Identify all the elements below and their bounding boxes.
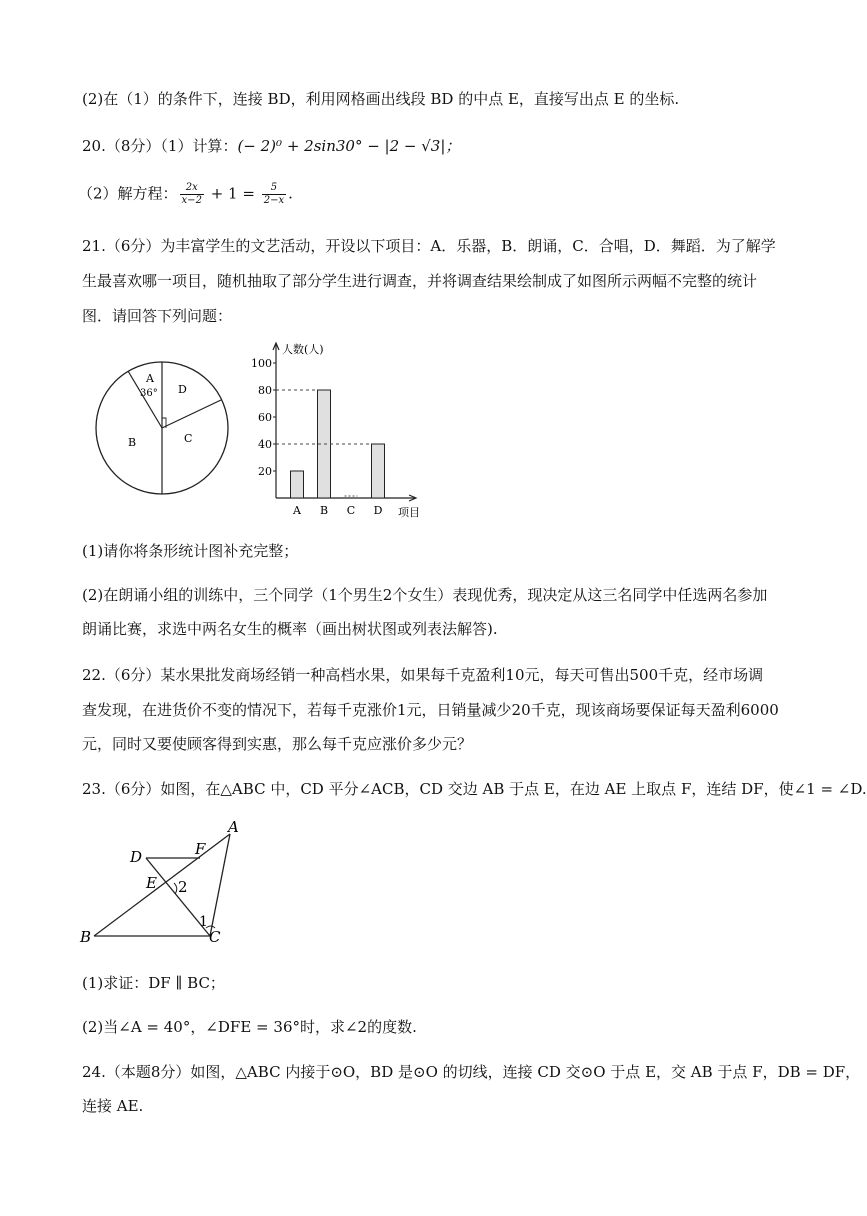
- q21-part2-line1: (2)在朗诵小组的训练中，三个同学（1个男生2个女生）表现优秀，现决定从这三名同学中任选两名参加: [82, 586, 768, 604]
- pie-chart: [96, 360, 236, 500]
- q21-part2-line2: 朗诵比赛，求选中两名女生的概率（画出树状图或列表法解答).: [82, 620, 498, 638]
- q22-line3: 元，同时又要使顾客得到实惠，那么每千克应涨价多少元？: [82, 735, 473, 753]
- point-c-label: C: [209, 928, 221, 946]
- segment-ba: [94, 834, 230, 936]
- triangle-figure: [78, 818, 258, 946]
- point-f-label: F: [195, 840, 206, 858]
- q20-fraction-1: $\frac{2x}{x-2}$: [181, 182, 202, 206]
- x-tick-label-a: A: [293, 504, 301, 517]
- q23-line1: 23.（6分）如图，在△ABC 中，CD 平分∠ACB，CD 交边 AB 于点 E，在边 AE 上取点 F，连结 DF，使∠1 = ∠D.: [82, 780, 867, 798]
- pie-radius-dc: [162, 400, 221, 428]
- y-tick-label: 80: [258, 384, 272, 397]
- q21-line2: 生最喜欢哪一项目，随机抽取了部分学生进行调查，并将调查结果绘制成了如图所示两幅不完整的统计: [82, 272, 758, 290]
- q22-line1: 22.（6分）某水果批发商场经销一种高档水果，如果每千克盈利10元，每天可售出500千克，经市场调: [82, 666, 764, 684]
- pie-label-b: B: [128, 436, 137, 449]
- q23-part1: (1)求证：DF ∥ BC；: [82, 974, 225, 992]
- point-b-label: B: [80, 928, 92, 946]
- q24-line2: 连接 AE.: [82, 1097, 144, 1115]
- point-e-label: E: [146, 874, 157, 892]
- q20-header: 20.（8分）（1）计算：: [82, 137, 238, 155]
- q22-line2: 查发现，在进货价不变的情况下，若每千克涨价1元，日销量减少20千克，现该商场要保证每天盈利6000: [82, 701, 779, 719]
- y-tick-label: 100: [251, 357, 272, 370]
- y-axis-label: 人数(人): [282, 343, 324, 356]
- pie-radius-ab: [128, 371, 162, 428]
- q24-line1: 24.（本题8分）如图，△ABC 内接于⊙O，BD 是⊙O 的切线，连接 CD 交⊙O 于点 E，交 AB 于点 F，DB = DF，: [82, 1063, 861, 1081]
- q20-line1: [82, 135, 460, 157]
- q20-fraction-2: $\frac{5}{2-x}$: [263, 182, 285, 206]
- segment-ac: [210, 834, 230, 936]
- y-tick-label: 40: [258, 438, 272, 451]
- bar-chart: [251, 340, 445, 520]
- q20-end: .: [288, 184, 293, 203]
- q20-part2-prefix: （2）解方程：: [78, 184, 178, 203]
- bar-a: [291, 471, 304, 498]
- q21-line3: 图．请回答下列问题：: [82, 307, 233, 325]
- point-a-label: A: [228, 818, 239, 836]
- y-tick-label: 60: [258, 411, 272, 424]
- x-tick-label-b: B: [319, 504, 329, 517]
- angle-2-label: 2: [178, 878, 188, 896]
- x-tick-label-c: C: [346, 504, 356, 517]
- x-tick-label-d: D: [373, 504, 383, 517]
- q23-part2: (2)当∠A = 40°，∠DFE = 36°时，求∠2的度数.: [82, 1018, 417, 1036]
- angle-1-label: 1: [199, 914, 208, 930]
- pie-label-d: D: [178, 383, 187, 396]
- pie-label-a: A: [146, 372, 154, 385]
- q21-part1: (1)请你将条形统计图补充完整；: [82, 542, 299, 560]
- bar-d: [372, 444, 385, 498]
- pie-angle-label: 36°: [140, 388, 158, 399]
- x-axis-label: 项目: [398, 506, 420, 519]
- q20-middle: + 1 =: [205, 184, 260, 203]
- point-d-label: D: [130, 848, 143, 866]
- y-tick-label: 20: [258, 465, 272, 478]
- q20-expression: (− 2)⁰ + 2sin30° − |2 − √3|；: [237, 137, 461, 155]
- q19-part2: (2)在（1）的条件下，连接 BD，利用网格画出线段 BD 的中点 E，直接写出点 E 的坐标.: [82, 90, 680, 108]
- pie-label-c: C: [184, 432, 193, 445]
- q20-line2: [78, 182, 293, 207]
- q21-line1: 21.（6分）为丰富学生的文艺活动，开设以下项目：A．乐器，B．朗诵，C．合唱，D．舞蹈．为了解学: [82, 237, 776, 255]
